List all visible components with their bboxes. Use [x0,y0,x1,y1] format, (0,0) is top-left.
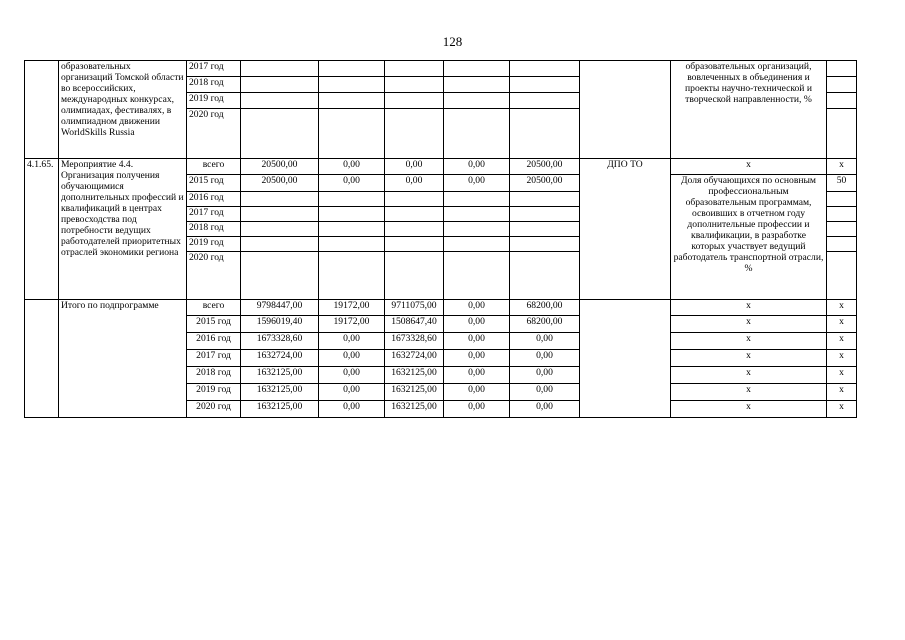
cell [827,77,857,93]
federal-cell: 0,00 [319,159,385,175]
federal-cell: 0,00 [319,401,385,418]
target-cell: x [827,367,857,384]
local-cell: 0,00 [444,333,510,350]
program-table [24,60,857,418]
year-cell: всего [187,300,241,316]
executor-cell [580,61,671,159]
federal-cell: 0,00 [319,175,385,192]
cell [444,207,510,222]
cell [385,237,444,252]
table-row [25,300,857,316]
cell [241,93,319,109]
cell [510,61,580,77]
cell [444,222,510,237]
local-cell: 0,00 [444,401,510,418]
indicator-cell: x [671,316,827,333]
other-cell: 20500,00 [510,159,580,175]
cell [385,192,444,207]
year-cell: 2020 год [187,401,241,418]
total-cell: 9798447,00 [241,300,319,316]
cell [510,222,580,237]
cell [241,77,319,93]
cell [827,61,857,77]
table-row [25,61,857,77]
local-cell: 0,00 [444,367,510,384]
year-cell: 2016 год [187,192,241,207]
year-cell: 2019 год [187,384,241,401]
cell [319,192,385,207]
total-cell: 1673328,60 [241,333,319,350]
regional-cell: 0,00 [385,175,444,192]
row-description: Итого по подпрограмме [59,300,187,418]
executor-cell: ДПО ТО [580,159,671,300]
cell [385,109,444,159]
year-cell: 2016 год [187,333,241,350]
cell [444,192,510,207]
year-cell: 2017 год [187,350,241,367]
year-cell: 2020 год [187,252,241,300]
indicator-cell: x [671,367,827,384]
cell [444,237,510,252]
other-cell: 0,00 [510,350,580,367]
other-cell: 0,00 [510,333,580,350]
cell [827,222,857,237]
cell [510,252,580,300]
row-code [25,61,59,159]
cell [385,252,444,300]
target-cell: x [827,350,857,367]
cell [510,192,580,207]
cell [385,61,444,77]
cell [444,93,510,109]
row-code [25,300,59,418]
total-cell: 1632125,00 [241,367,319,384]
row-code: 4.1.65. [25,159,59,300]
local-cell: 0,00 [444,316,510,333]
cell [510,93,580,109]
year-cell: 2018 год [187,77,241,93]
cell [241,252,319,300]
year-cell: 2015 год [187,175,241,192]
cell [319,109,385,159]
year-cell: 2017 год [187,207,241,222]
federal-cell: 0,00 [319,333,385,350]
total-cell: 1596019,40 [241,316,319,333]
cell [510,207,580,222]
regional-cell: 1632125,00 [385,401,444,418]
target-cell: 50 [827,175,857,192]
year-cell: всего [187,159,241,175]
cell [510,109,580,159]
cell [319,93,385,109]
indicator-cell: x [671,384,827,401]
other-cell: 20500,00 [510,175,580,192]
year-cell: 2020 год [187,109,241,159]
cell [444,252,510,300]
cell [241,237,319,252]
other-cell: 68200,00 [510,300,580,316]
total-cell: 20500,00 [241,175,319,192]
indicator-cell: образовательных организаций, вовлеченных в объединения и проекты научно-технической и творческой направленности, % [671,61,827,159]
total-cell: 20500,00 [241,159,319,175]
regional-cell: 1632125,00 [385,384,444,401]
target-cell: x [827,300,857,316]
cell [319,61,385,77]
cell [827,192,857,207]
regional-cell: 9711075,00 [385,300,444,316]
year-cell: 2019 год [187,93,241,109]
cell [385,93,444,109]
cell [827,252,857,300]
cell [241,222,319,237]
total-cell: 1632125,00 [241,401,319,418]
cell [444,61,510,77]
cell [444,109,510,159]
year-cell: 2018 год [187,367,241,384]
cell [385,77,444,93]
year-cell: 2015 год [187,316,241,333]
cell [385,222,444,237]
executor-cell [580,300,671,418]
indicator-cell: x [671,159,827,175]
regional-cell: 1632125,00 [385,367,444,384]
cell [827,237,857,252]
local-cell: 0,00 [444,175,510,192]
other-cell: 68200,00 [510,316,580,333]
federal-cell: 0,00 [319,384,385,401]
cell [319,237,385,252]
indicator-cell: Доля обучающихся по основным профессиональным образовательным программам, освоивших в отчетном году дополнительные профессии и квалификации, в разработке которых участвует ведущий работодатель транспортной отрасли, % [671,175,827,300]
federal-cell: 0,00 [319,367,385,384]
cell [241,61,319,77]
cell [385,207,444,222]
target-cell: x [827,333,857,350]
other-cell: 0,00 [510,384,580,401]
local-cell: 0,00 [444,300,510,316]
federal-cell: 19172,00 [319,316,385,333]
federal-cell: 0,00 [319,350,385,367]
local-cell: 0,00 [444,350,510,367]
table-row [25,159,857,175]
cell [510,237,580,252]
target-cell: x [827,316,857,333]
year-cell: 2018 год [187,222,241,237]
cell [510,77,580,93]
cell [444,77,510,93]
cell [319,222,385,237]
cell [319,252,385,300]
cell [241,192,319,207]
cell [319,207,385,222]
year-cell: 2019 год [187,237,241,252]
total-cell: 1632724,00 [241,350,319,367]
cell [241,109,319,159]
indicator-cell: x [671,350,827,367]
other-cell: 0,00 [510,401,580,418]
cell [241,207,319,222]
target-cell: x [827,384,857,401]
row-description: образовательных организаций Томской области во всероссийских, международных конкурсах, олимпиадах, фестивалях, в олимпиадном движении WorldSkills Russia [59,61,187,159]
indicator-cell: x [671,300,827,316]
indicator-cell: x [671,333,827,350]
target-cell: x [827,401,857,418]
cell [827,93,857,109]
other-cell: 0,00 [510,367,580,384]
cell [827,207,857,222]
federal-cell: 19172,00 [319,300,385,316]
total-cell: 1632125,00 [241,384,319,401]
page-number: 128 [442,34,463,49]
year-cell: 2017 год [187,61,241,77]
local-cell: 0,00 [444,159,510,175]
cell [319,77,385,93]
row-description: Мероприятие 4.4. Организация получения обучающимися дополнительных профессий и квалификаций в центрах превосходства под потребности ведущих работодателей приоритетных отраслей экономики региона [59,159,187,300]
regional-cell: 1508647,40 [385,316,444,333]
cell [827,109,857,159]
target-cell: x [827,159,857,175]
regional-cell: 1673328,60 [385,333,444,350]
regional-cell: 0,00 [385,159,444,175]
regional-cell: 1632724,00 [385,350,444,367]
indicator-cell: x [671,401,827,418]
local-cell: 0,00 [444,384,510,401]
